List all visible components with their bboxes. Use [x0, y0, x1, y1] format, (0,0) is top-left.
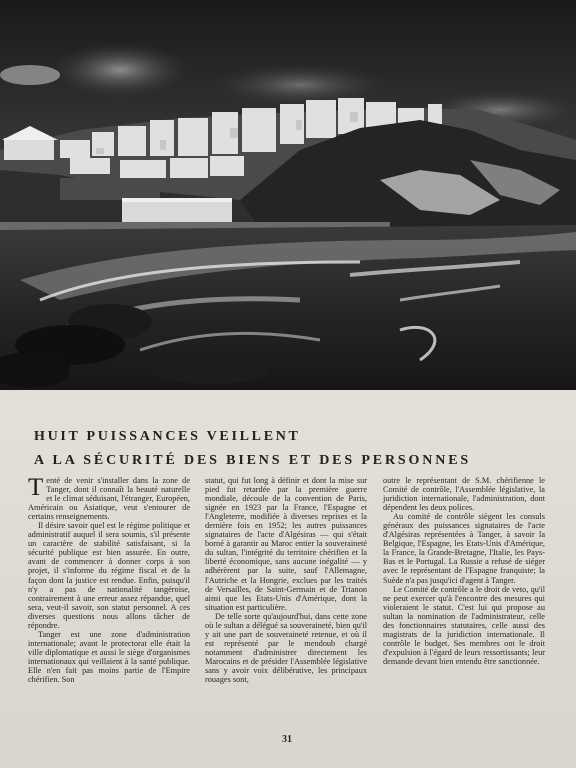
headline-line-2: A LA SÉCURITÉ DES BIENS ET DES PERSONNES	[34, 453, 472, 468]
text-column-3	[383, 476, 545, 666]
headline-line-1: HUIT PUISSANCES VEILLENT	[34, 429, 301, 444]
paragraph: Au comité de contrôle siègent les consuls généraux des puissances signataires de l'acte d'Algésiras représentées à Tanger, à savoir la Belgique, l'Espagne, les Etats-Unis d'Amérique, la France, la Grande-Bretagne, l'Italie, les Pays-Bas et le Portugal. La Russie a refusé de siéger avec le représentant de l'Espagne franquiste; la Suède n'a pas jusqu'ici d'agent à Tanger.	[383, 512, 545, 585]
paragraph	[28, 476, 190, 521]
paragraph-text: enté de venir s'installer dans la zone de Tanger, dont il connaît la beauté naturelle et le climat séduisant, l'étranger, Européen, Américain ou Asiatique, veut s'entourer de certains renseignements.	[28, 476, 190, 522]
article-headline	[34, 428, 564, 470]
paragraph: Tanger est une zone d'administration internationale; avant le protectorat elle était la ville diplomatique et aussi le siège d'organismes internationaux qui veillaient à la santé publique. Elle n'en fait pas moins partie de l'Empire chérifien. Son	[28, 629, 190, 685]
paragraph: outre le représentant de S.M. chérifienne le Comité de contrôle, l'Assemblée législative, la juridiction internationale, l'administration, dont dépendent les deux polices.	[383, 476, 545, 513]
paragraph: Le Comité de contrôle a le droit de veto, qu'il ne peut exercer qu'à l'encontre des mesures qui violeraient le statut. C'est lui qui propose au sultan la nomination de l'administrateur, celle des fonctionnaires statutaires, celle aussi des magistrats de la juridiction internationale. Il contrôle le budget. Ses membres ont le droit d'expulsion à l'égard de leurs ressortissants; leur demande devant bien entendu être sanctionnée.	[383, 584, 545, 666]
paragraph: De telle sorte qu'aujourd'hui, dans cette zone où le sultan a délégué sa souveraineté, bien qu'il y ait une part de souveraineté retenue, et où il est représenté par le mendoub chargé notamment d'administrer directement les Marocains et de présider l'Assemblée législative sans y avoir voix délibérative, les principaux rouages sont,	[205, 611, 367, 685]
paragraph: Il désire savoir quel est le régime politique et administratif auquel il sera soumis, s'il présente un caractère de stabilité satisfaisant, si la sécurité publique est bien assurée. En outre, avant de commencer à donner corps à son projet, il s'informe du régime fiscal et de la façon dont la justice est rendue. Enfin, puisqu'il n'y a pas de nationalité tangéroise, contrairement à une erreur assez répandue, quel sera, veut-il savoir, son statut personnel. A ces diverses questions nous allons tâcher de répondre.	[28, 521, 190, 630]
text-column-1	[28, 476, 190, 684]
text-column-2	[205, 476, 367, 684]
article-body	[28, 476, 556, 726]
paragraph: statut, qui fut long à définir et dont la mise sur pied fut retardée par la première guerre mondiale, découle de la convention de Paris, signée en 1923 par la France, l'Espagne et l'Angleterre, modifiée à diverses reprises et la dernière fois en 1952; les autres puissances signataires de l'acte d'Algésiras — qui s'était borné à garantir au Maroc entier la souveraineté du sultan, l'intégrité du territoire chérifien et la liberté économique, sans aucune inégalité — y adhérèrent par la suite, sauf l'Allemagne, l'Autriche et la Hongrie, exclues par les traités de Versailles, de Saint-Germain et de Trianon ainsi que les Etats-Unis d'Amérique, dont la situation est particulière.	[205, 476, 367, 612]
drop-cap: T	[28, 474, 44, 501]
page-number: 31	[282, 734, 292, 745]
